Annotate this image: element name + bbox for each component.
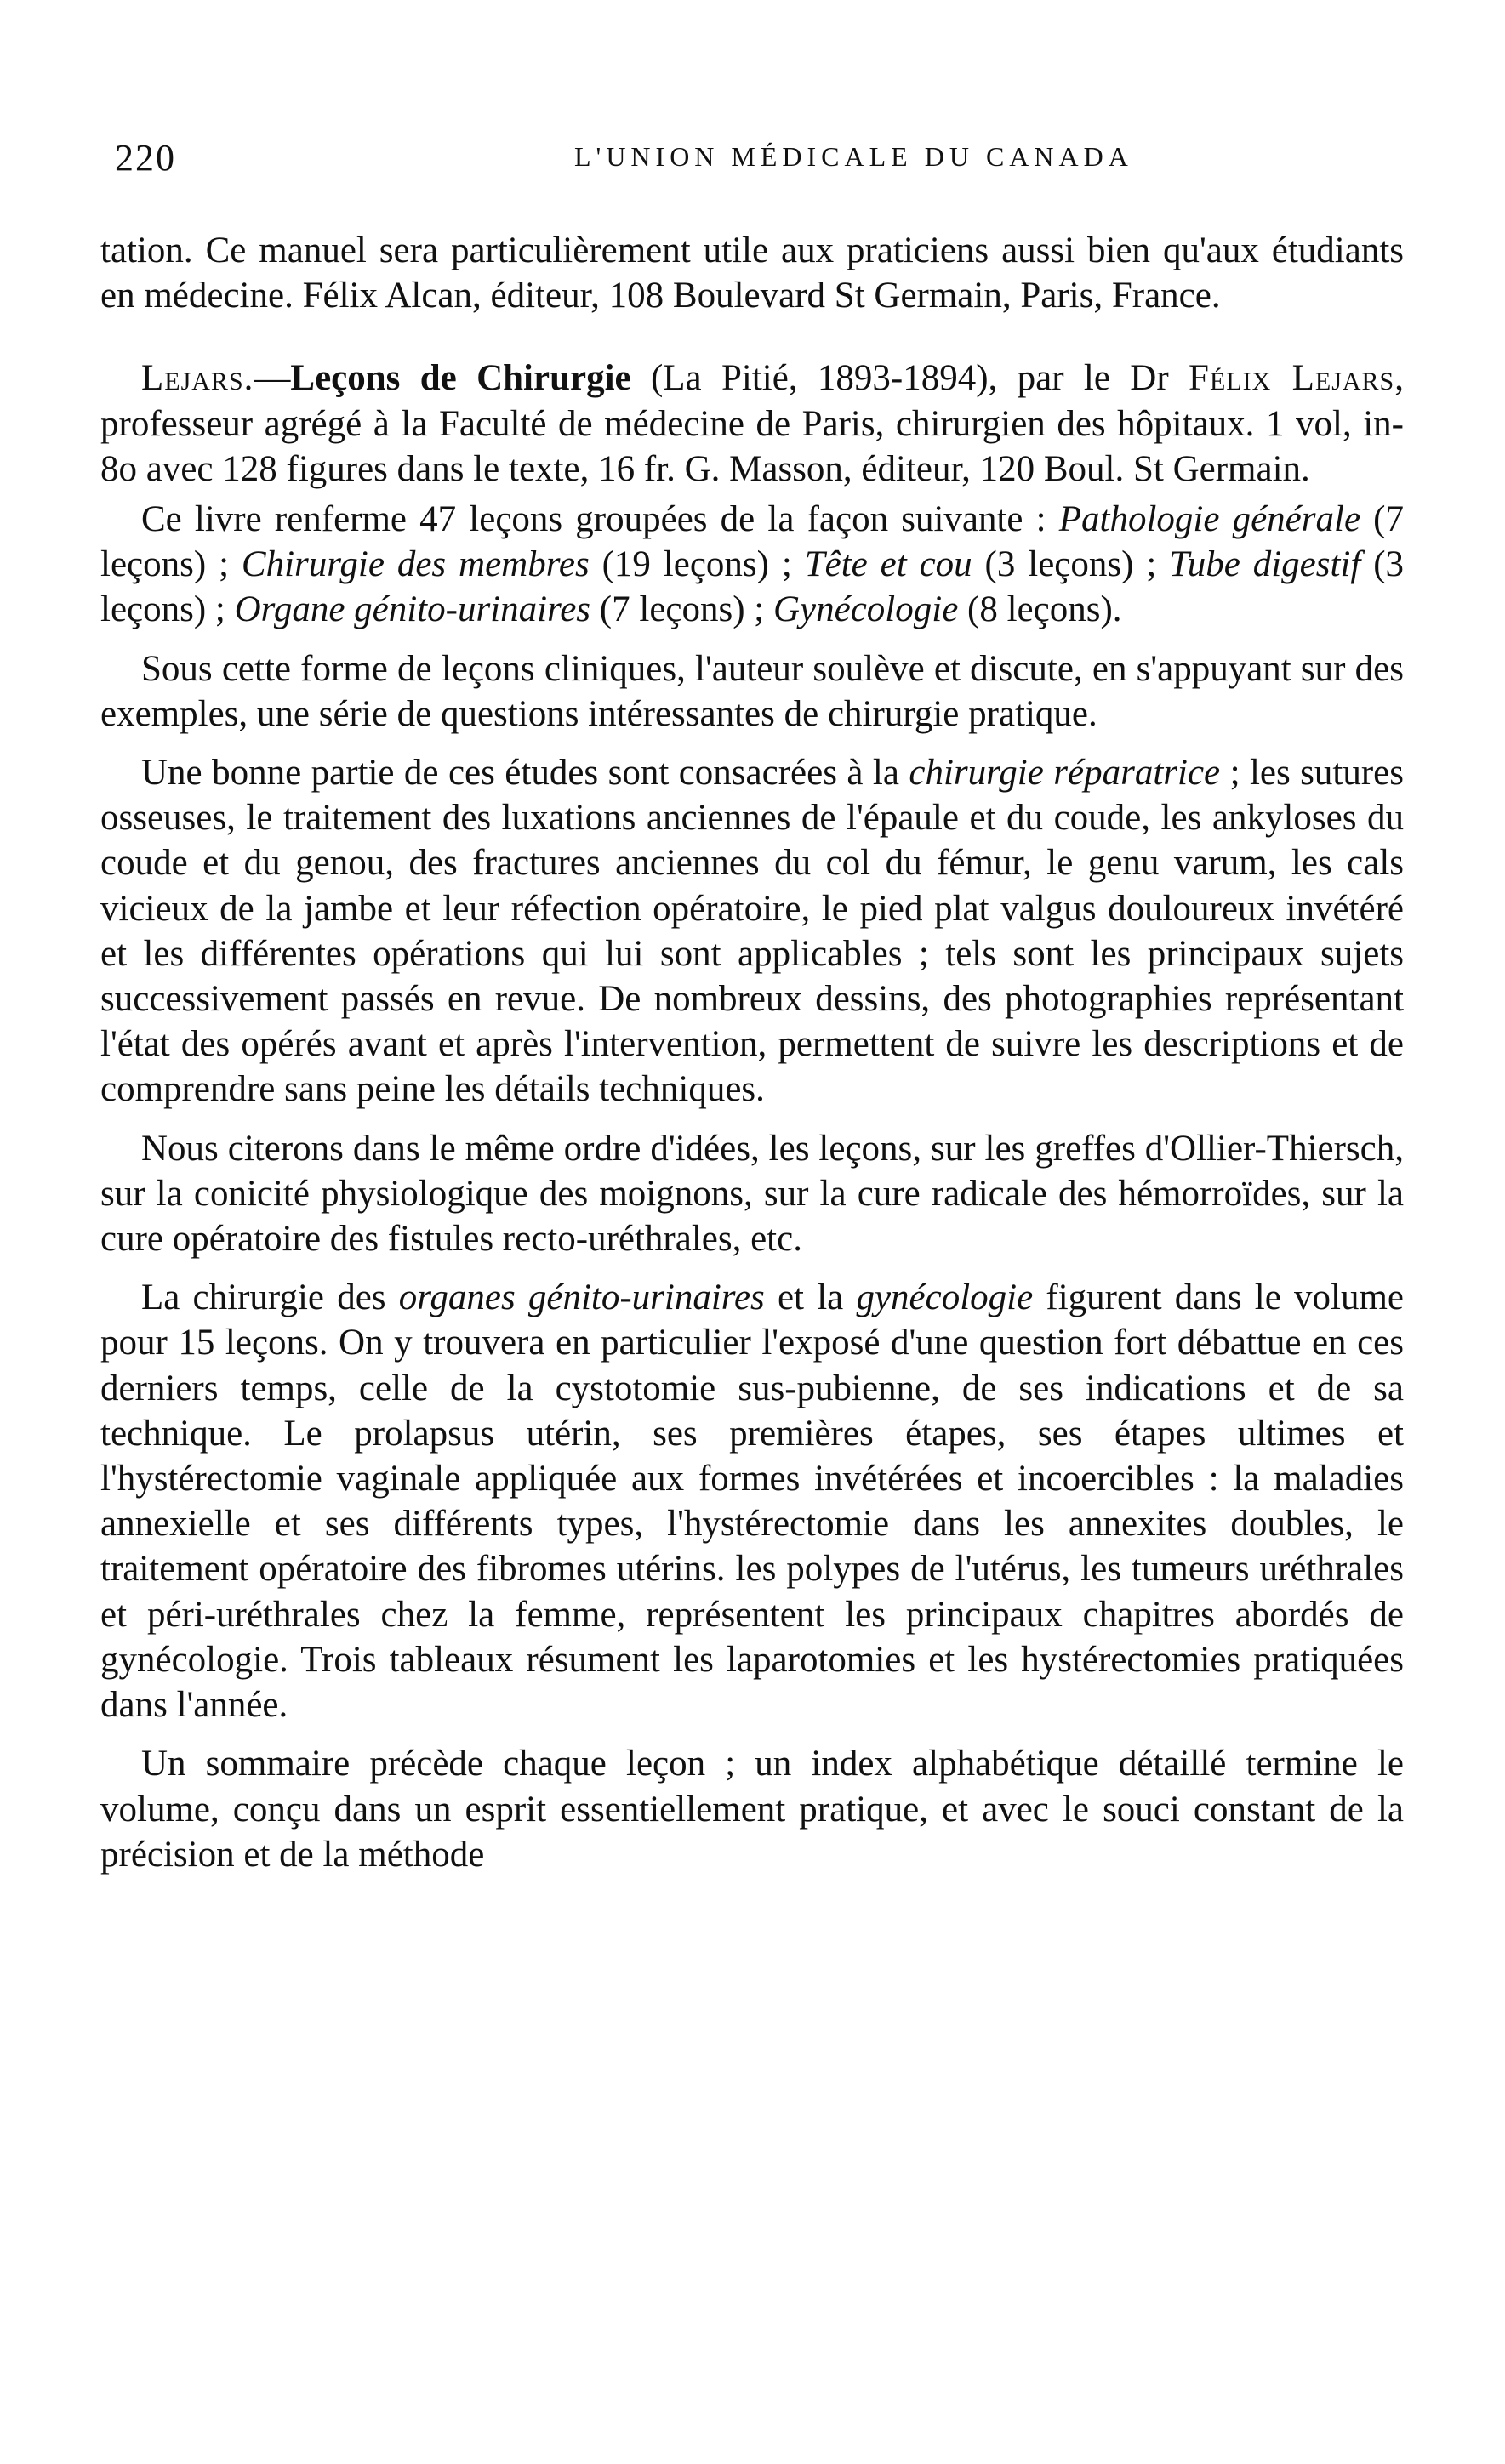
entry-text-b: , professeur agrégé à la Faculté de médecine de Paris, chirurgien des hôpitaux. 1 vol, in-8o avec 128 figures dans le texte, 16 fr. G. Masson, éditeur, 120 Boul. St Germain.: [100, 358, 1404, 489]
text-segment: Une bonne partie de ces études sont consacrées à la: [141, 753, 909, 794]
paragraph-continuation: [100, 228, 1404, 318]
italic-section-name: Pathologie générale: [1058, 499, 1361, 540]
text-segment: Ce livre renferme 47 leçons groupées de la façon suivante :: [141, 499, 1059, 540]
paragraph-greffes: [100, 1126, 1404, 1262]
italic-section-name: Tête et cou: [804, 544, 972, 585]
text-segment: (7 leçons) ;: [590, 589, 773, 630]
entry-author: Lejars.: [141, 358, 254, 399]
text-segment: figurent dans le volume pour 15 leçons. On y trouvera en particulier l'exposé d'une question fort débattue en ces derniers temps, celle de la cystotomie sus-pubienne, de ses indications et de sa technique. Le prolapsus utérin, ses premières étapes, ses étapes ultimes et l'hystérectomie vaginale appliquée aux formes invétérées et incoercibles : la maladies annexielle et ses différents types, l'hystérectomie dans les annexites doubles, le traitement opératoire des fibromes utérins. les polypes de l'utérus, les tumeurs uréthrales et péri-uréthrales chez la femme, représentent les principaux chapitres abordés de gynécologie. Trois tableaux résument les laparotomies et les hystérectomies pratiquées dans l'année.: [100, 1278, 1404, 1726]
text-segment: et la: [764, 1278, 857, 1318]
paragraph-form: [100, 646, 1404, 737]
entry-text-a: (La Pitié, 1893-1894), par le Dr: [630, 358, 1189, 399]
italic-section-name: Gynécologie: [772, 589, 959, 630]
page-body: [100, 228, 1404, 1877]
text-segment: ; les sutures osseuses, le traitement des luxations anciennes de l'épaule et du coude, les ankyloses du coude et du genou, des fractures anciennes du col du fémur, le genu varum, les cals vicieux de la jambe et leur réfection opératoire, le pied plat valgus douloureux invétéré et les différentes opérations qui lui sont applicables ; tels sont les principaux sujets successivement passés en revue. De nombreux dessins, des photographies représentant l'état des opérés avant et après l'intervention, permettent de suivre les descriptions et de comprendre sans peine les détails techniques.: [100, 753, 1404, 1110]
italic-section-name: Chirurgie des membres: [241, 544, 590, 585]
paragraph-reparatrice: [100, 750, 1404, 1112]
text-segment: La chirurgie des: [141, 1278, 399, 1318]
paragraph-text: tation. Ce manuel sera particulièrement utile aux praticiens aussi bien qu'aux étudiants en médecine. Félix Alcan, éditeur, 108 Boulevard St Germain, Paris, France.: [100, 230, 1404, 316]
paragraph-text: Nous citerons dans le même ordre d'idées, les leçons, sur les greffes d'Ollier-Thiersch, sur la conicité physiologique des moignons, sur la cure radicale des hémorroïdes, sur la cure opératoire des fistules recto-uréthrales, etc.: [100, 1128, 1404, 1260]
italic-section-name: Organe génito-urinaires: [234, 589, 591, 630]
paragraph-contents: [100, 497, 1404, 633]
paragraph-book-entry: [100, 356, 1404, 492]
italic-section-name: Tube digestif: [1169, 544, 1361, 585]
text-segment: (7 leçons) ;: [100, 499, 1404, 585]
text-segment: (3 leçons) ;: [100, 544, 1405, 630]
entry-dash: —: [254, 358, 291, 399]
paragraph-text: Sous cette forme de leçons cliniques, l'auteur soulève et discute, en s'appuyant sur des exemples, une série de questions intéressantes de chirurgie pratique.: [100, 648, 1404, 734]
text-segment: (3 leçons) ;: [972, 544, 1170, 585]
entry-book-title: Leçons de Chirurgie: [290, 358, 631, 399]
page-number: 220: [115, 137, 176, 179]
paragraph-sommaire: [100, 1741, 1404, 1877]
italic-term: organes génito-urinaires: [398, 1278, 765, 1318]
running-title: L'UNION MÉDICALE DU CANADA: [574, 141, 1133, 172]
text-segment: (19 leçons) ;: [589, 544, 805, 585]
paragraph-genito-urinaires: [100, 1275, 1404, 1727]
paragraph-text: Un sommaire précède chaque leçon ; un index alphabétique détaillé termine le volume, conçu dans un esprit essentiellement pratique, et avec le souci constant de la précision et de la méthode: [100, 1744, 1404, 1875]
italic-term: chirurgie réparatrice: [909, 753, 1221, 794]
page-header: [115, 136, 1382, 187]
italic-term: gynécologie: [856, 1278, 1034, 1318]
text-segment: (8 leçons).: [958, 589, 1122, 630]
entry-author-full: Félix Lejars: [1189, 358, 1395, 399]
